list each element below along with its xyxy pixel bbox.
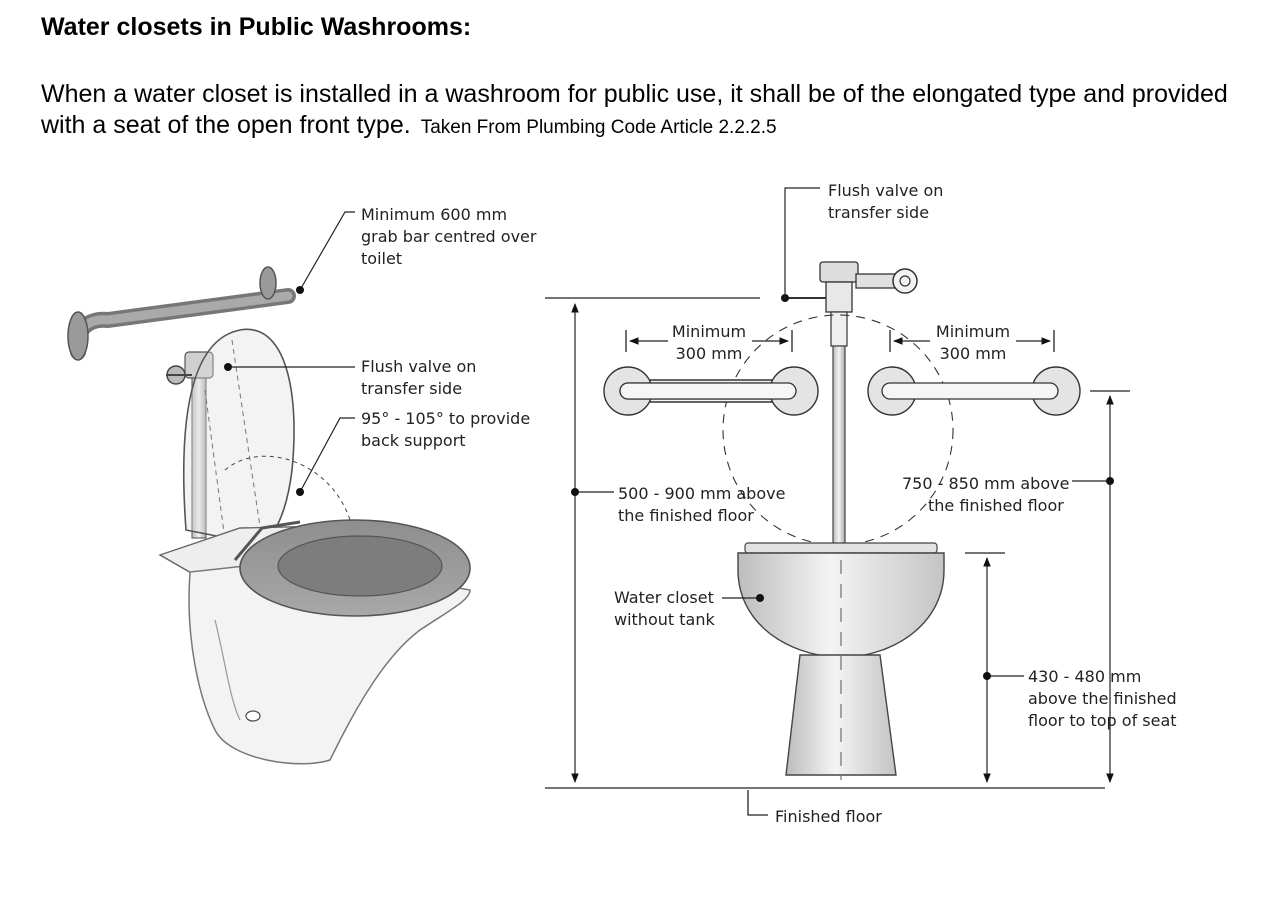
back-support-label-1: 95° - 105° to provide bbox=[361, 409, 531, 428]
back-support-callout bbox=[296, 409, 530, 496]
page-title: Water closets in Public Washrooms: bbox=[41, 13, 472, 41]
seat-height-dimension bbox=[965, 553, 1177, 782]
front-toilet-illustration bbox=[738, 543, 944, 780]
finished-floor-label: Finished floor bbox=[775, 807, 882, 826]
left-flush-valve-label-1: Flush valve on bbox=[361, 357, 477, 376]
seat-height-label-2: above the finished bbox=[1028, 689, 1177, 708]
left-height-label-2: the finished floor bbox=[618, 506, 754, 525]
source-citation: Taken From Plumbing Code Article 2.2.2.5 bbox=[420, 117, 777, 138]
right-height-label-1: 750 - 850 mm above bbox=[902, 474, 1070, 493]
left-clearance-label-1: Minimum bbox=[671, 322, 747, 341]
left-clearance-dimension bbox=[626, 322, 792, 363]
left-height-label-1: 500 - 900 mm above bbox=[618, 484, 786, 503]
water-closet-label-2: without tank bbox=[614, 610, 715, 629]
grab-bar-label-2: grab bar centred over bbox=[361, 227, 537, 246]
left-toilet-illustration bbox=[68, 267, 470, 764]
back-support-label-2: back support bbox=[361, 431, 466, 450]
right-grab-bar bbox=[868, 367, 1080, 415]
finished-floor-callout bbox=[748, 790, 882, 826]
right-clearance-dimension bbox=[890, 322, 1054, 363]
seat-height-label-3: floor to top of seat bbox=[1028, 711, 1177, 730]
seat-height-label-1: 430 - 480 mm bbox=[1028, 667, 1142, 686]
right-height-label-2: the finished floor bbox=[928, 496, 1064, 515]
left-flush-valve-label-2: transfer side bbox=[361, 379, 463, 398]
grab-bar-label-3: toilet bbox=[361, 249, 403, 268]
grab-bar-label-1: Minimum 600 mm bbox=[361, 205, 508, 224]
intro-text: When a water closet is installed in a washroom for public use, it shall be of the elongated type and provided with a seat of the open front type. bbox=[41, 80, 1228, 139]
left-grab-bar-callout bbox=[296, 205, 537, 294]
left-clearance-label-2: 300 mm bbox=[675, 344, 743, 363]
right-flush-valve-label-2: transfer side bbox=[828, 203, 930, 222]
right-clearance-label-2: 300 mm bbox=[939, 344, 1007, 363]
water-closet-label-1: Water closet bbox=[614, 588, 714, 607]
right-flush-valve-label-1: Flush valve on bbox=[828, 181, 944, 200]
right-clearance-label-1: Minimum bbox=[935, 322, 1011, 341]
left-grab-bar bbox=[604, 367, 818, 415]
